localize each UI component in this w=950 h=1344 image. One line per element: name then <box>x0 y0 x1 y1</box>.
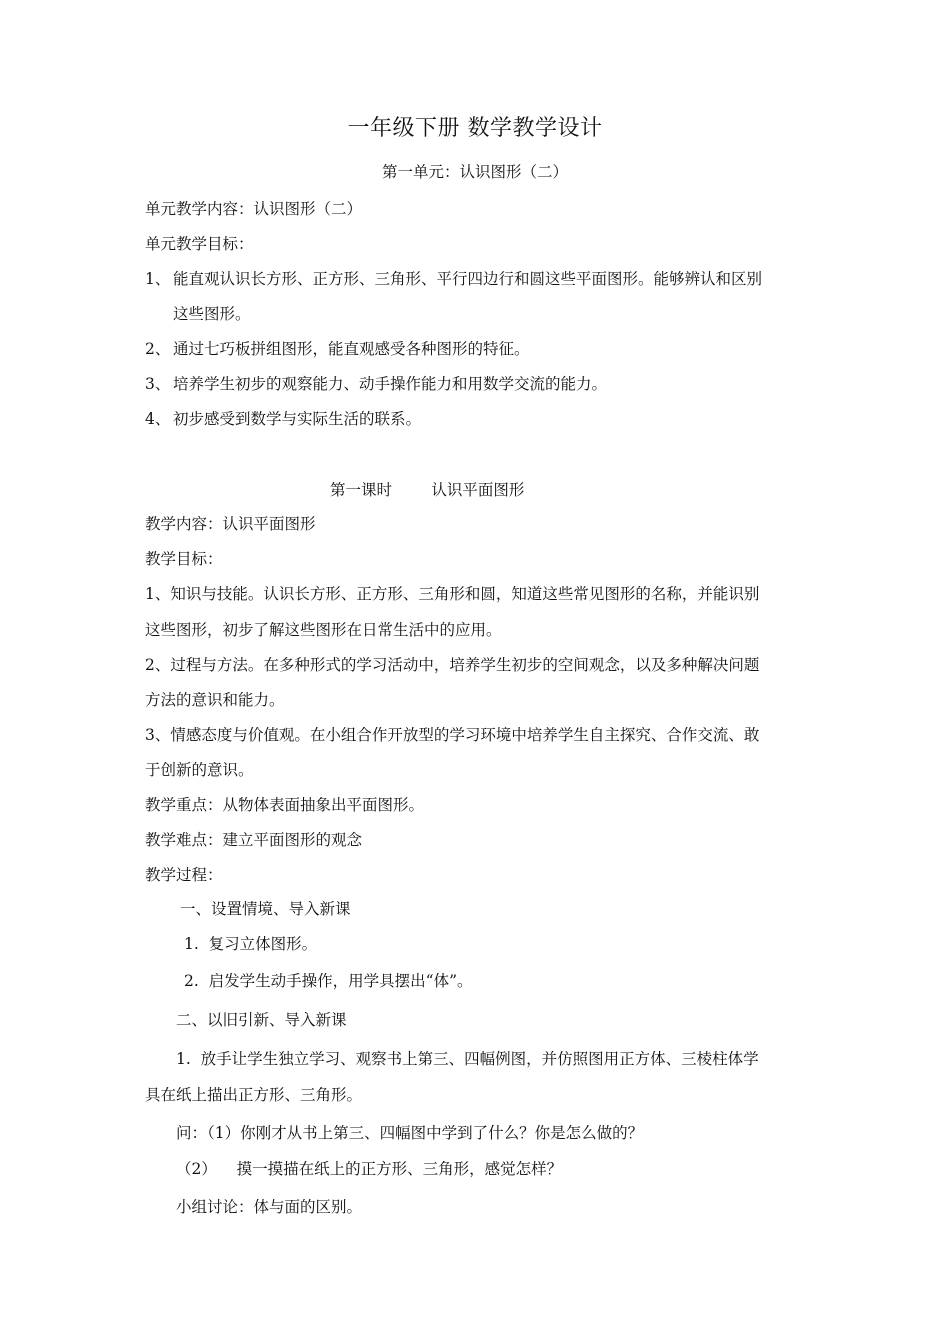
unit-goal-4 <box>145 409 810 429</box>
lesson-content: 教学内容：认识平面图形 <box>145 515 316 533</box>
lesson-goal-2: 2、过程与方法。在多种形式的学习活动中，培养学生初步的空间观念，以及多种解决问题 <box>145 656 760 674</box>
lesson-goal-1-continuation: 这些图形，初步了解这些图形在日常生活中的应用。 <box>145 621 502 639</box>
key-point: 教学重点：从物体表面抽象出平面图形。 <box>145 796 425 814</box>
unit-goal-text: 培养学生初步的观察能力、动手操作能力和用数学交流的能力。 <box>173 375 608 393</box>
unit-goal-2 <box>145 339 810 359</box>
lesson-goal-3: 3、情感态度与价值观。在小组合作开放型的学习环境中培养学生自主探究、合作交流、敢 <box>145 726 760 744</box>
lesson-goal-1: 1、知识与技能。认识长方形、正方形、三角形和圆，知道这些常见图形的名称，并能识别 <box>145 585 760 603</box>
section-1-item: 1. 复习立体图形。 <box>184 935 318 953</box>
unit-heading: 第一单元：认识图形（二） <box>381 163 568 181</box>
unit-goal-number: 1、 <box>145 270 171 288</box>
unit-goals-label: 单元教学目标： <box>145 235 254 253</box>
lesson-goals-label: 教学目标： <box>145 550 223 568</box>
section-2-item-1-continuation: 具在纸上描出正方形、三角形。 <box>145 1086 363 1104</box>
difficulty-point: 教学难点：建立平面图形的观念 <box>145 831 363 849</box>
unit-goal-1 <box>145 269 810 289</box>
unit-goal-number: 2、 <box>145 340 171 358</box>
unit-goal-text: 通过七巧板拼组图形，能直观感受各种图形的特征。 <box>173 340 530 358</box>
unit-content: 单元教学内容：认识图形（二） <box>145 200 363 218</box>
group-discussion: 小组讨论：体与面的区别。 <box>176 1198 363 1216</box>
unit-goal-number: 4、 <box>145 410 171 428</box>
section-1-heading: 一、设置情境、导入新课 <box>180 900 351 918</box>
document-title: 一年级下册 数学教学设计 <box>347 116 603 141</box>
question-2: （2） 摸一摸描在纸上的正方形、三角形，感觉怎样？ <box>176 1160 563 1178</box>
section-2-heading: 二、以旧引新、导入新课 <box>176 1011 347 1029</box>
unit-goal-number: 3、 <box>145 375 171 393</box>
question-1: 问：（1）你刚才从书上第三、四幅图中学到了什么？你是怎么做的？ <box>176 1124 644 1142</box>
unit-goal-1-continuation: 这些图形。 <box>173 305 251 323</box>
lesson-goal-3-continuation: 于创新的意识。 <box>145 761 254 779</box>
lesson-heading: 第一课时 认识平面图形 <box>330 481 525 499</box>
unit-goal-text: 能直观认识长方形、正方形、三角形、平行四边行和圆这些平面图形。能够辨认和区别 <box>173 270 763 288</box>
section-2-item-1: 1. 放手让学生独立学习、观察书上第三、四幅例图，并仿照图用正方体、三棱柱体学 <box>176 1050 759 1068</box>
section-1-item: 2. 启发学生动手操作，用学具摆出“体”。 <box>184 972 473 990</box>
process-label: 教学过程： <box>145 866 223 884</box>
unit-goal-3 <box>145 374 810 394</box>
unit-goal-text: 初步感受到数学与实际生活的联系。 <box>173 410 422 428</box>
lesson-goal-2-continuation: 方法的意识和能力。 <box>145 691 285 709</box>
